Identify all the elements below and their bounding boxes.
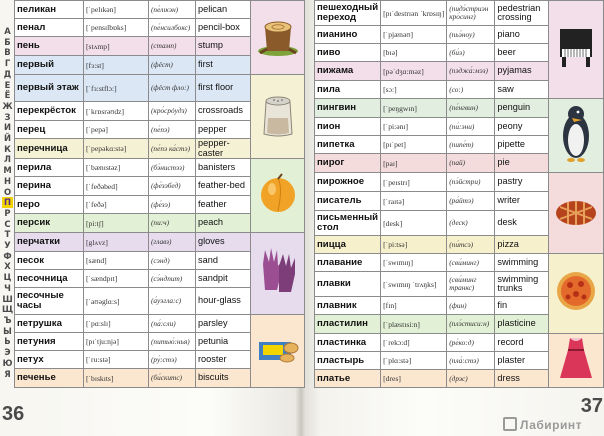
russian-pronunciation: (кро́срόудз) xyxy=(149,102,196,121)
russian-word: перекрёсток xyxy=(15,102,84,121)
vocabulary-row xyxy=(15,75,305,102)
russian-pronunciation: (па́:сли) xyxy=(149,315,196,333)
english-word: peony xyxy=(495,118,549,136)
left-alphabet-letter: Щ xyxy=(2,304,14,315)
vocabulary-row xyxy=(15,233,305,252)
left-alphabet-letter: С xyxy=(4,218,11,229)
russian-pronunciation: (дрэс) xyxy=(447,370,495,388)
left-alphabet-letter: М xyxy=(3,165,12,176)
russian-word: перила xyxy=(15,159,84,177)
english-word: pizza xyxy=(495,236,549,254)
russian-word: пластинка xyxy=(315,334,381,352)
russian-word: пианино xyxy=(315,26,381,44)
russian-word: первый xyxy=(15,56,84,75)
piano-illustration xyxy=(549,1,604,99)
english-word: peach xyxy=(196,214,251,233)
english-word: pepper xyxy=(196,121,251,139)
left-alphabet-letter: Э xyxy=(4,347,11,358)
russian-pronunciation: (ра́йтэ) xyxy=(447,192,495,211)
english-word: writer xyxy=(495,192,549,211)
russian-pronunciation: (сэнд) xyxy=(149,252,196,270)
russian-word: пила xyxy=(315,81,381,99)
vocabulary-row xyxy=(15,159,305,177)
russian-word: пеликан xyxy=(15,1,84,19)
english-word: feather-bed xyxy=(196,177,251,196)
russian-pronunciation: (би́э) xyxy=(447,44,495,62)
left-alphabet-letter: Е xyxy=(4,79,11,90)
left-alphabet-letter: Ш xyxy=(2,293,13,304)
russian-pronunciation: (фёст фло:) xyxy=(149,75,196,102)
transcription: [ˈpeŋgwɪn] xyxy=(381,99,447,118)
transcription: [ˈpjænəʊ] xyxy=(381,26,447,44)
transcription: [ˈfɜ:stflɔ:] xyxy=(84,75,149,102)
russian-word: пиво xyxy=(315,44,381,62)
transcription: [ˈpelɪkən] xyxy=(84,1,149,19)
english-word: rooster xyxy=(196,351,251,369)
english-word: pie xyxy=(495,154,549,173)
english-word: beer xyxy=(495,44,549,62)
left-alphabet-letter: О xyxy=(3,186,12,197)
transcription: [ˈbɪskɪts] xyxy=(84,369,149,388)
transcription: [stʌmp] xyxy=(84,37,149,56)
russian-word: письменный стол xyxy=(315,211,381,236)
english-word: record xyxy=(495,334,549,352)
russian-word: петух xyxy=(15,351,84,369)
russian-word: первый этаж xyxy=(15,75,84,102)
transcription: [ˈkrɒsrəʊdz] xyxy=(84,102,149,121)
left-alphabet-letter: Ь xyxy=(4,336,11,347)
left-alphabet-letter-active: П xyxy=(3,197,11,208)
transcription: [sænd] xyxy=(84,252,149,270)
russian-pronunciation: (сэ́ндпит) xyxy=(149,270,196,288)
english-word: fin xyxy=(495,297,549,315)
english-word: feather xyxy=(196,196,251,214)
vocabulary-row xyxy=(315,173,604,192)
transcription: [ˈpensɪlbɒks] xyxy=(84,19,149,37)
russian-pronunciation: (питью́:нья) xyxy=(149,333,196,351)
watermark-logo-icon xyxy=(503,417,517,431)
russian-pronunciation: (пи:ч) xyxy=(149,214,196,233)
vocabulary-table-right xyxy=(314,0,604,388)
english-word: piano xyxy=(495,26,549,44)
russian-pronunciation: (фе́зэ) xyxy=(149,196,196,214)
peach-icon xyxy=(255,171,301,215)
vocabulary-row xyxy=(15,1,305,19)
russian-word: песочные часы xyxy=(15,288,84,315)
left-alphabet-letter: А xyxy=(4,26,11,36)
russian-word: платье xyxy=(315,370,381,388)
biscuits-icon xyxy=(255,332,301,366)
russian-pronunciation: (пипе́т) xyxy=(447,136,495,154)
transcription: [ˈru:stə] xyxy=(84,351,149,369)
english-word: gloves xyxy=(196,233,251,252)
transcription: [pɪˈtju:njə] xyxy=(84,333,149,351)
left-alphabet-letter: Р xyxy=(4,207,11,218)
vocabulary-table-left xyxy=(14,0,305,388)
pizza-illustration xyxy=(549,254,604,334)
transcription: [ˈplɑ:stə] xyxy=(381,352,447,370)
english-word: first xyxy=(196,56,251,75)
penguin-illustration xyxy=(549,99,604,173)
english-word: crossroads xyxy=(196,102,251,121)
stump-illustration xyxy=(251,1,305,75)
piano-icon xyxy=(556,25,596,69)
transcription: [dres] xyxy=(381,370,447,388)
transcription: [ˈsændpɪt] xyxy=(84,270,149,288)
dress-icon xyxy=(556,334,596,382)
russian-word: пицца xyxy=(315,236,381,254)
english-word: swimming xyxy=(495,254,549,272)
left-alphabet-letter: Г xyxy=(4,58,11,69)
russian-word: петуния xyxy=(15,333,84,351)
left-alphabet-letter: Ы xyxy=(3,325,12,336)
gloves-icon xyxy=(255,244,301,298)
russian-word: плавник xyxy=(315,297,381,315)
pie-icon xyxy=(554,193,598,229)
russian-word: пень xyxy=(15,37,84,56)
russian-word: пингвин xyxy=(315,99,381,118)
left-alphabet-letter: Ж xyxy=(2,100,13,111)
vocabulary-row xyxy=(315,334,604,352)
left-alphabet-letter: Б xyxy=(4,36,11,47)
russian-word: пирожное xyxy=(315,173,381,192)
russian-word: пешеходный переход xyxy=(315,1,381,26)
english-word: stump xyxy=(196,37,251,56)
left-alphabet-letter: Й xyxy=(3,133,11,144)
vocabulary-row xyxy=(15,315,305,333)
russian-word: плавание xyxy=(315,254,381,272)
russian-pronunciation: (бэ́нистэз) xyxy=(149,159,196,177)
russian-pronunciation: (фин) xyxy=(447,297,495,315)
russian-pronunciation: (пе́нгвин) xyxy=(447,99,495,118)
vocabulary-row xyxy=(315,1,604,26)
transcription: [bɪə] xyxy=(381,44,447,62)
russian-pronunciation: (ру́:стэ) xyxy=(149,351,196,369)
left-alphabet-letter: Д xyxy=(3,68,12,79)
english-word: hour-glass xyxy=(196,288,251,315)
transcription: [paɪ] xyxy=(381,154,447,173)
russian-pronunciation: (пэ́йстри) xyxy=(447,173,495,192)
english-word: sandpit xyxy=(196,270,251,288)
russian-pronunciation: (стамп) xyxy=(149,37,196,56)
russian-word: перечница xyxy=(15,139,84,159)
transcription: [ˈswɪmɪŋ ˈtrʌŋks] xyxy=(381,272,447,297)
russian-word: пластырь xyxy=(315,352,381,370)
biscuits-illustration xyxy=(251,315,305,388)
russian-word: плавки xyxy=(315,272,381,297)
russian-pronunciation: (пла́:стэ) xyxy=(447,352,495,370)
transcription: [sɔ:] xyxy=(381,81,447,99)
russian-word: пирог xyxy=(315,154,381,173)
english-word: first floor xyxy=(196,75,251,102)
transcription: [glʌvz] xyxy=(84,233,149,252)
transcription: [ˈfeðəbed] xyxy=(84,177,149,196)
transcription: [desk] xyxy=(381,211,447,236)
left-alphabet-letter: Н xyxy=(3,175,11,186)
transcription: [fɪn] xyxy=(381,297,447,315)
english-word: pepper-caster xyxy=(196,139,251,159)
russian-pronunciation: (сви́минг) xyxy=(447,254,495,272)
transcription: [ˈfeðə] xyxy=(84,196,149,214)
russian-word: писатель xyxy=(315,192,381,211)
transcription: [pɪˈpet] xyxy=(381,136,447,154)
russian-pronunciation: (пэджа́:мэз) xyxy=(447,62,495,81)
transcription: [ˈrekɔ:d] xyxy=(381,334,447,352)
russian-pronunciation: (пьэ́ноу) xyxy=(447,26,495,44)
transcription: [ˈpi:ənɪ] xyxy=(381,118,447,136)
russian-pronunciation: (пай) xyxy=(447,154,495,173)
english-word: swimming trunks xyxy=(495,272,549,297)
english-word: saw xyxy=(495,81,549,99)
left-alphabet-letter: К xyxy=(4,143,11,154)
english-word: plasticine xyxy=(495,315,549,334)
russian-word: петрушка xyxy=(15,315,84,333)
vocabulary-row xyxy=(315,99,604,118)
left-alphabet-letter: Х xyxy=(4,261,11,272)
transcription: [pɪˈdestrɪən ˈkrɒsɪŋ] xyxy=(381,1,447,26)
page-number-left: 36 xyxy=(2,403,25,425)
peach-illustration xyxy=(251,159,305,233)
english-word: pedestrian crossing xyxy=(495,1,549,26)
english-word: banisters xyxy=(196,159,251,177)
english-word: petunia xyxy=(196,333,251,351)
russian-word: перо xyxy=(15,196,84,214)
transcription: [ˈpepəkɑ:stə] xyxy=(84,139,149,159)
russian-pronunciation: (ре́ко:д) xyxy=(447,334,495,352)
transcription: [ˈbænɪstəz] xyxy=(84,159,149,177)
transcription: [pi:tʃ] xyxy=(84,214,149,233)
left-alphabet-letter: У xyxy=(4,240,11,251)
russian-pronunciation: (а́уэгла:с) xyxy=(149,288,196,315)
transcription: [ˈswɪmɪŋ] xyxy=(381,254,447,272)
russian-pronunciation: (фёст) xyxy=(149,56,196,75)
russian-word: песочница xyxy=(15,270,84,288)
russian-pronunciation: (сви́минг транкс) xyxy=(447,272,495,297)
left-alphabet-letter: И xyxy=(3,122,11,133)
transcription: [ˈpi:tsə] xyxy=(381,236,447,254)
transcription: [ˈpeɪstrɪ] xyxy=(381,173,447,192)
vocabulary-row xyxy=(315,254,604,272)
russian-pronunciation: (пи́тсэ) xyxy=(447,236,495,254)
english-word: dress xyxy=(495,370,549,388)
russian-word: перчатки xyxy=(15,233,84,252)
russian-pronunciation: (со:) xyxy=(447,81,495,99)
left-alphabet-letter: Ю xyxy=(2,357,13,368)
transcription: [fɜ:st] xyxy=(84,56,149,75)
english-word: pastry xyxy=(495,173,549,192)
pepper-caster-icon xyxy=(258,88,298,140)
transcription: [ˈraɪtə] xyxy=(381,192,447,211)
russian-word: пижама xyxy=(315,62,381,81)
russian-word: печенье xyxy=(15,369,84,388)
russian-word: перец xyxy=(15,121,84,139)
penguin-icon xyxy=(556,102,596,164)
transcription: [ˈpɑ:slɪ] xyxy=(84,315,149,333)
russian-pronunciation: (пидэ́стриэн кро́синг) xyxy=(447,1,495,26)
russian-pronunciation: (пе́лικэн) xyxy=(149,1,196,19)
english-word: desk xyxy=(495,211,549,236)
russian-pronunciation: (деск) xyxy=(447,211,495,236)
english-word: biscuits xyxy=(196,369,251,388)
english-word: penguin xyxy=(495,99,549,118)
english-word: parsley xyxy=(196,315,251,333)
left-alphabet-letter: Т xyxy=(4,229,11,240)
russian-pronunciation: (главз) xyxy=(149,233,196,252)
left-alphabet-letter: В xyxy=(4,47,11,58)
russian-pronunciation: (пе́нсилбокс) xyxy=(149,19,196,37)
page-number-right: 37 xyxy=(580,395,603,417)
english-word: pyjamas xyxy=(495,62,549,81)
transcription: [ˈplæstɪsi:n] xyxy=(381,315,447,334)
alphabet-strip-left xyxy=(2,26,13,379)
russian-word: пенал xyxy=(15,19,84,37)
russian-pronunciation: (би́скитс) xyxy=(149,369,196,388)
dress-illustration xyxy=(549,334,604,388)
left-alphabet-letter: Ц xyxy=(3,272,12,283)
russian-pronunciation: (пи́:эни) xyxy=(447,118,495,136)
left-alphabet-letter: Ф xyxy=(3,250,12,261)
russian-word: пион xyxy=(315,118,381,136)
english-word: pencil-box xyxy=(196,19,251,37)
left-alphabet-letter: Ъ xyxy=(3,314,12,325)
publisher-watermark xyxy=(503,417,582,432)
english-word: pelican xyxy=(196,1,251,19)
watermark-text: Лабиринт xyxy=(519,418,582,432)
russian-word: персик xyxy=(15,214,84,233)
pepper-caster-illustration xyxy=(251,75,305,159)
russian-pronunciation: (фе́зэбед) xyxy=(149,177,196,196)
english-word: pipette xyxy=(495,136,549,154)
russian-pronunciation: (пе́пэ ка́стэ) xyxy=(149,139,196,159)
russian-word: перина xyxy=(15,177,84,196)
pie-illustration xyxy=(549,173,604,254)
english-word: plaster xyxy=(495,352,549,370)
stump-icon xyxy=(255,13,301,57)
left-alphabet-letter: Я xyxy=(4,368,11,379)
russian-pronunciation: (плэ́стиси:н) xyxy=(447,315,495,334)
russian-pronunciation: (пе́пэ) xyxy=(149,121,196,139)
left-alphabet-letter: Ч xyxy=(4,282,11,293)
pizza-icon xyxy=(554,269,598,313)
transcription: [pəˈdʒɑ:məz] xyxy=(381,62,447,81)
left-alphabet-letter: Ё xyxy=(4,90,11,101)
transcription: [ˈpepə] xyxy=(84,121,149,139)
gloves-illustration xyxy=(251,233,305,315)
left-alphabet-letter: З xyxy=(4,111,11,122)
transcription: [ˈaʊəglɑ:s] xyxy=(84,288,149,315)
russian-word: пипетка xyxy=(315,136,381,154)
english-word: sand xyxy=(196,252,251,270)
russian-word: песок xyxy=(15,252,84,270)
left-alphabet-letter: Л xyxy=(4,154,11,165)
russian-word: пластилин xyxy=(315,315,381,334)
